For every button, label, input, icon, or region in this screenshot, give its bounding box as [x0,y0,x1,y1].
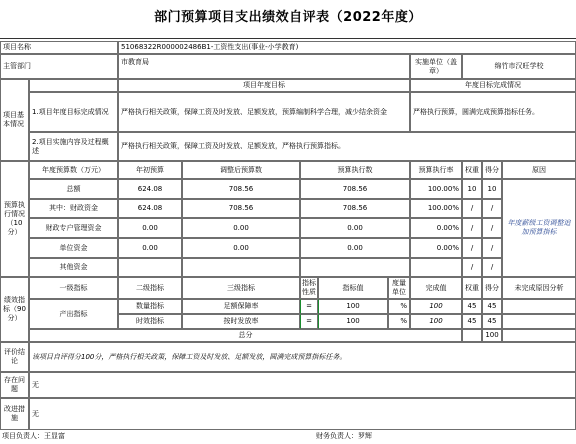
budget-row-rate: 100.00% [410,199,462,218]
perf-header-weight: 权重 [462,277,482,299]
budget-row-name: 财政专户管理资金 [29,218,118,238]
perf-header-value: 指标值 [318,277,388,299]
budget-row-adjusted [182,258,300,277]
impl-unit-value: 绵竹市汉旺学校 [462,54,576,79]
budget-reason: 年度薪级工资调整追加预算指标 [502,179,576,277]
budget-row-executed: 708.56 [300,199,410,218]
issues-label: 存在问题 [0,372,29,398]
budget-header-item: 年度预算数（万元） [29,161,118,179]
perf-level1: 产出指标 [29,299,118,329]
measures-label: 改进措施 [0,398,29,430]
exec-label: 预算执行情况（10分） [0,161,29,277]
project-name-value: 51068322R000002486B1-工资性支出(事业-小学教育) [118,41,576,54]
budget-row-rate: 100.00% [410,179,462,199]
issues-text: 无 [29,372,576,398]
budget-row-adjusted: 708.56 [182,179,300,199]
budget-row-executed [300,258,410,277]
budget-row-rate: 0.00% [410,238,462,258]
budget-header-weight: 权重 [462,161,482,179]
budget-row-initial: 624.08 [118,179,182,199]
budget-row-initial: 0.00 [118,218,182,238]
budget-row-weight: / [462,218,482,238]
budget-row-name: 总额 [29,179,118,199]
budget-row-executed: 0.00 [300,238,410,258]
budget-header-score: 得分 [482,161,502,179]
perf-row-unit: % [388,314,410,329]
perf-row-nature: = [300,314,318,329]
budget-row-score: / [482,199,502,218]
project-name-label: 项目名称 [0,41,118,54]
perf-header-level3: 三级指标 [182,277,300,299]
perf-row-level3: 足额保障率 [182,299,300,314]
basic-info-label: 项目基本情况 [0,79,29,161]
total-blank [462,329,482,342]
row1-goal: 严格执行相关政策，保障工资及时发放、足额发放，预算编制科学合理，减少结余资金 [118,92,410,132]
budget-row-rate: 0.00% [410,218,462,238]
budget-row-name: 其中：财政资金 [29,199,118,218]
conclusion-text: 该项目自评得分100分，严格执行相关政策，保障工资及时发放、足额发放，圆满完成预算指标任务。 [29,342,576,372]
budget-row-rate [410,258,462,277]
perf-header-score: 得分 [482,277,502,299]
measures-text: 无 [29,398,576,430]
impl-unit-label: 实施单位（盖章） [410,54,462,79]
perf-row-reason [502,314,576,329]
budget-row-weight: / [462,258,482,277]
perf-header-level2: 二级指标 [118,277,182,299]
budget-row-initial: 0.00 [118,238,182,258]
budget-row-score: 10 [482,179,502,199]
goal-header: 项目年度目标 [118,79,410,92]
perf-row-score: 45 [482,299,502,314]
perf-row-score: 45 [482,314,502,329]
perf-row-reason [502,299,576,314]
budget-row-adjusted: 0.00 [182,238,300,258]
row2-text: 严格执行相关政策，保障工资及时发放、足额发放，严格执行预算指标。 [118,132,576,161]
perf-row-unit: % [388,299,410,314]
project-lead: 项目负责人：王显富 [2,432,65,440]
budget-row-name: 其他资金 [29,258,118,277]
row1-label: 1.项目年度目标完成情况 [29,92,118,132]
budget-row-adjusted: 0.00 [182,218,300,238]
perf-row-nature: = [300,299,318,314]
row2-label: 2.项目实施内容及过程概述 [29,132,118,161]
budget-row-score: / [482,218,502,238]
budget-row-initial: 624.08 [118,199,182,218]
budget-row-score: / [482,258,502,277]
finance-lead: 财务负责人：罗辉 [316,432,372,440]
perf-row-value: 100 [318,314,388,329]
completion-header: 年度目标完成情况 [410,79,576,92]
budget-row-executed: 0.00 [300,218,410,238]
page-title: 部门预算项目支出绩效自评表（2022年度） [154,10,422,25]
budget-row-score: / [482,238,502,258]
perf-row-level3: 按时发放率 [182,314,300,329]
total-label: 总分 [29,329,462,342]
perf-header-reason: 未完成原因分析 [502,277,576,299]
row1-completion: 严格执行预算，圆满完成预算指标任务。 [410,92,576,132]
budget-row-adjusted: 708.56 [182,199,300,218]
budget-row-name: 单位资金 [29,238,118,258]
perf-header-unit: 度量单位 [388,277,410,299]
budget-row-executed: 708.56 [300,179,410,199]
budget-row-weight: / [462,199,482,218]
budget-row-weight: / [462,238,482,258]
perf-header-level1: 一级指标 [29,277,118,299]
perf-row-level2: 数量指标 [118,299,182,314]
budget-header-rate: 预算执行率 [410,161,462,179]
perf-row-actual: 100 [410,299,462,314]
budget-header-reason: 原因 [502,161,576,179]
dept-value: 市教育局 [118,54,410,79]
perf-row-value: 100 [318,299,388,314]
perf-row-weight: 45 [462,299,482,314]
budget-row-initial [118,258,182,277]
conclusion-label: 评价结论 [0,342,29,372]
title-divider [0,38,576,39]
budget-row-weight: 10 [462,179,482,199]
total-reason-blank [502,329,576,342]
basic-info-blank [29,79,118,92]
perf-header-nature: 指标性质 [300,277,318,299]
budget-header-executed: 预算执行数 [300,161,410,179]
perf-row-weight: 45 [462,314,482,329]
dept-label: 主管部门 [0,54,118,79]
budget-header-adjusted: 调整后预算数 [182,161,300,179]
perf-row-actual: 100 [410,314,462,329]
perf-row-level2: 时效指标 [118,314,182,329]
perf-header-actual: 完成值 [410,277,462,299]
budget-header-initial: 年初预算 [118,161,182,179]
perf-label: 绩效指标（90分） [0,277,29,342]
total-score: 100 [482,329,502,342]
